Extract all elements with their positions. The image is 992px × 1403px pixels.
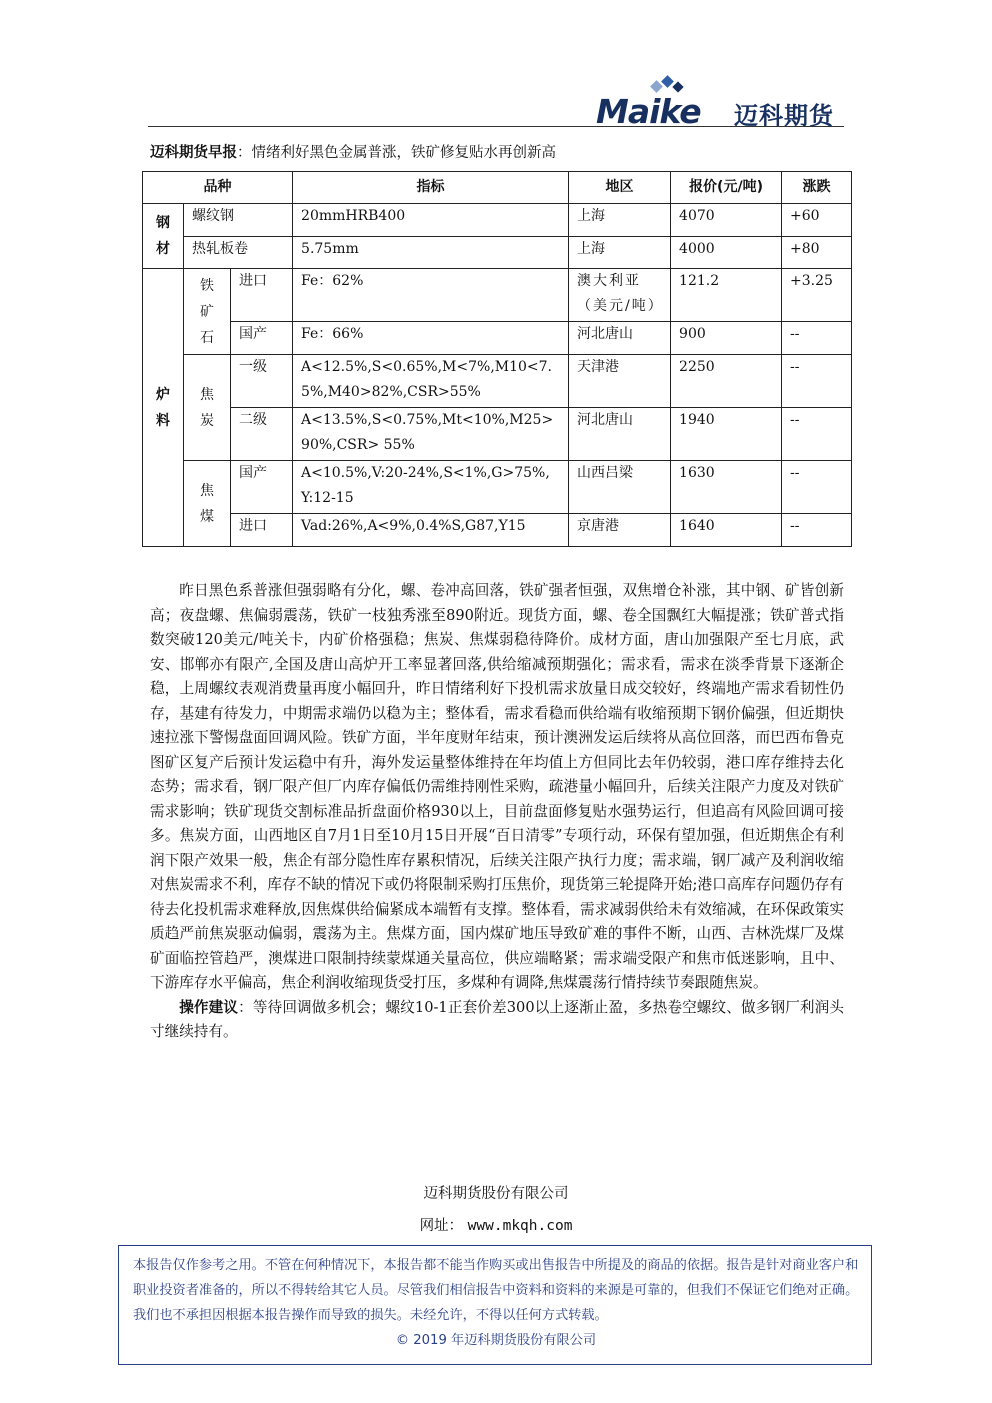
- price-cell: 1940: [671, 408, 782, 461]
- disclaimer-box: [118, 1245, 872, 1365]
- price-table: [142, 171, 852, 547]
- company-logo: [596, 72, 846, 131]
- region-cell: 河北唐山: [569, 408, 671, 461]
- table-row: [143, 355, 852, 408]
- copyright-text: © 2019 年迈科期货股份有限公司: [395, 1333, 597, 1348]
- disclaimer-text: 本报告仅作参考之用。不管在何种情况下，本报告都不能当作购买或出售报告中所提及的商品的依据。报告是针对商业客户和职业投资者准备的，所以不得转给其它人员。尽管我们相信报告中资料和资料的来源是可靠的，但我们不保证它们绝对正确。我们也不承担因根据本报告操作而导致的损失。未经允许，不得以任何方式转载。: [133, 1258, 859, 1323]
- commentary-paragraph: 昨日黑色系普涨但强弱略有分化，螺、卷冲高回落，铁矿强者恒强，双焦增仓补涨，其中钢、矿皆创新高；夜盘螺、焦偏弱震荡，铁矿一枝独秀涨至890附近。现货方面，螺、卷全国飘红大幅提涨；铁矿普式指数突破120美元/吨关卡，内矿价格强稳；焦炭、焦煤弱稳待降价。成材方面，唐山加强限产至七月底，武安、邯郸亦有限产,全国及唐山高炉开工率显著回落,供给缩减预期强化；需求看，需求在淡季背景下逐渐企稳，上周螺纹表观消费量再度小幅回升，昨日情绪利好下投机需求放量日成交较好，终端地产需求看韧性仍存，基建有待发力，中期需求端仍以稳为主；整体看，需求看稳而供给端有收缩预期下钢价偏强，但近期快速拉涨下警惕盘面回调风险。铁矿方面，半年度财年结束，预计澳洲发运后续将从高位回落，而巴西布鲁克图矿区复产后预计发运稳中有升，海外发运量整体维持在年均值上方但同比去年仍较弱，港口库存维持去化态势；需求看，钢厂限产但厂内库存偏低仍需维持刚性采购，疏港量小幅回升，后续关注限产力度及对铁矿需求影响；铁矿现货交割标准品折盘面价格930以上，目前盘面修复贴水强势运行，但追高有风险回调可接多。焦炭方面，山西地区自7月1日至10月15日开展“百日清零”专项行动，环保有望加强，但近期焦企有利润下限产效果一般，焦企有部分隐性库存累积情况，后续关注限产执行力度；需求端，钢厂减产及利润收缩对焦炭需求不利，库存不缺的情况下或仍将限制采购打压焦价，现货第三轮提降开始;港口高库存问题仍存有待去化投机需求难释放,因焦煤供给偏紧成本端暂有支撑。整体看，需求减弱供给未有效缩减，在环保政策实质趋严前焦炭驱动偏弱，震荡为主。焦煤方面，国内煤矿地压导致矿难的事件不断，山西、吉林洗煤厂及煤矿面临控管趋严，澳煤进口限制持续蒙煤通关量高位，供应端略紧；需求端受限产和焦市低迷影响，且中、下游库存水平偏高，焦企利润收缩现货受打压，多煤种有调降,焦煤震荡行情持续节奏跟随焦炭。: [150, 582, 844, 991]
- logo-chinese-name: 迈科期货: [734, 102, 834, 130]
- table-row: [143, 461, 852, 514]
- subtype-cell: 一级: [231, 355, 293, 408]
- report-title: [150, 141, 556, 162]
- table-header-row: [143, 172, 852, 204]
- change-cell: --: [782, 514, 852, 547]
- spec-cell: Fe：62%: [293, 269, 569, 322]
- price-cell: 4070: [671, 204, 782, 237]
- price-cell: 121.2: [671, 269, 782, 322]
- spec-cell: A<13.5%,S<0.75%,Mt<10%,M25>90%,CSR> 55%: [293, 408, 569, 461]
- change-cell: --: [782, 408, 852, 461]
- table-row: [143, 237, 852, 269]
- spec-cell: A<10.5%,V:20-24%,S<1%,G>75%,Y:12-15: [293, 461, 569, 514]
- header-price: 报价(元/吨): [671, 172, 782, 204]
- header-region: 地区: [569, 172, 671, 204]
- header-indicator: 指标: [293, 172, 569, 204]
- category-furnace: 炉料: [143, 269, 184, 547]
- market-commentary: [150, 579, 844, 1045]
- report-label: 迈科期货早报: [150, 145, 237, 161]
- logo-wordmark: Maike: [596, 92, 701, 131]
- company-name: 迈科期货股份有限公司: [423, 1186, 569, 1202]
- subtype-cell: 国产: [231, 461, 293, 514]
- change-cell: +80: [782, 237, 852, 269]
- spec-cell: 20mmHRB400: [293, 204, 569, 237]
- price-cell: 4000: [671, 237, 782, 269]
- header-rule: [148, 126, 844, 127]
- subtype-cell: 国产: [231, 322, 293, 355]
- report-headline: 情绪利好黑色金属普涨，铁矿修复贴水再创新高: [251, 145, 556, 161]
- spec-cell: 5.75mm: [293, 237, 569, 269]
- table-row: [143, 322, 852, 355]
- header-variety: 品种: [143, 172, 293, 204]
- advice-text: ：等待回调做多机会；螺纹10-1正套价差300以上逐渐止盈，多热卷空螺纹、做多钢厂利润头寸继续持有。: [150, 998, 844, 1040]
- spec-cell: Vad:26%,A<9%,0.4%S,G87,Y15: [293, 514, 569, 547]
- website-label: 网址：: [419, 1218, 464, 1234]
- change-cell: --: [782, 461, 852, 514]
- group-coking-coal: 焦煤: [184, 461, 231, 547]
- website-url[interactable]: www.mkqh.com: [467, 1218, 573, 1234]
- spec-cell: Fe：66%: [293, 322, 569, 355]
- variety-cell: 热轧板卷: [184, 237, 293, 269]
- table-row: [143, 204, 852, 237]
- table-row: [143, 408, 852, 461]
- change-cell: +3.25: [782, 269, 852, 322]
- spec-cell: A<12.5%,S<0.65%,M<7%,M10<7.5%,M40>82%,CSR>55%: [293, 355, 569, 408]
- region-cell: 澳大利亚（美元/吨）: [569, 269, 671, 322]
- report-separator: ：: [237, 145, 252, 161]
- region-cell: 天津港: [569, 355, 671, 408]
- header-change: 涨跌: [782, 172, 852, 204]
- advice-label: 操作建议: [179, 998, 239, 1016]
- region-cell: 河北唐山: [569, 322, 671, 355]
- region-cell: 山西吕梁: [569, 461, 671, 514]
- category-steel: 钢材: [143, 204, 184, 269]
- table-row: [143, 269, 852, 322]
- table-row: [143, 514, 852, 547]
- group-iron-ore: 铁矿石: [184, 269, 231, 355]
- change-cell: --: [782, 355, 852, 408]
- change-cell: +60: [782, 204, 852, 237]
- region-cell: 上海: [569, 204, 671, 237]
- subtype-cell: 二级: [231, 408, 293, 461]
- price-cell: 2250: [671, 355, 782, 408]
- variety-cell: 螺纹钢: [184, 204, 293, 237]
- price-cell: 1640: [671, 514, 782, 547]
- price-cell: 900: [671, 322, 782, 355]
- website-line: [0, 1214, 992, 1235]
- subtype-cell: 进口: [231, 269, 293, 322]
- subtype-cell: 进口: [231, 514, 293, 547]
- group-coke: 焦炭: [184, 355, 231, 461]
- operation-advice: [150, 996, 844, 1045]
- region-cell: 京唐港: [569, 514, 671, 547]
- change-cell: --: [782, 322, 852, 355]
- price-cell: 1630: [671, 461, 782, 514]
- region-cell: 上海: [569, 237, 671, 269]
